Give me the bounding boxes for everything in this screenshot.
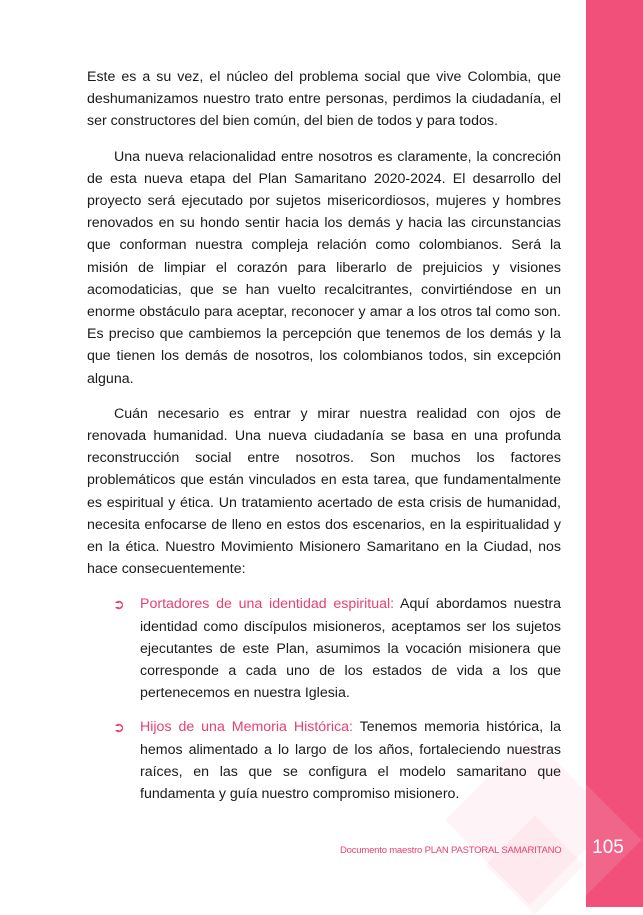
bullet-title: Portadores de una identidad espiritual: <box>140 596 401 613</box>
paragraph-2: Una nueva relacionalidad entre nosotros es claramente, la concreción de esta nueva etapa del Plan Samaritano 2020-2024. El desarrollo del proyecto será ejecutado por sujetos misericordiosos, mujeres y hombres renovados en su hondo sentir hacia los demás y hacia las circunstancias que conforman nuestra compleja relación como colombianos. Será la misión de limpiar el corazón para liberarlo de prejuicios y visiones acomodaticias, que se han vuelto recalcitrantes, convirtiéndose en un enorme obstáculo para aceptar, reconocer y amar a los otros tal como son. Es preciso que cambiemos la percepción que tenemos de los demás y la que tienen los demás de nosotros, los colombianos todos, sin excepción alguna. <box>87 148 561 387</box>
footer-document-title: Documento maestro PLAN PASTORAL SAMARITANO <box>340 845 562 856</box>
bullet-text: Tenemos memoria histórica, la hemos alimentado a lo largo de los años, fortaleciendo nuestras raíces, en las que se configura el modelo samaritano que fundamenta y guía nuestro compromiso misionero. <box>140 719 562 803</box>
arrow-circle-icon: ➲ <box>113 596 125 613</box>
arrow-circle-icon: ➲ <box>113 719 125 736</box>
side-accent-bar <box>586 0 643 907</box>
page-number: 105 <box>592 837 624 858</box>
bullet-text: Aquí abordamos nuestra identidad como discípulos misioneros, aceptamos ser los sujetos ejecutantes de este Plan, asumimos la vocación misionera que corresponde a cada uno de los estados de vida a los que pertenecemos en nuestra Iglesia. <box>140 596 561 702</box>
paragraph-1: Este es a su vez, el núcleo del problema social que vive Colombia, que deshumanizamos nuestro trato entre personas, perdimos la ciudadanía, el ser constructores del bien común, del bien de todos y para todos. <box>87 69 561 130</box>
list-item <box>87 716 561 805</box>
list-item <box>87 593 561 704</box>
bullet-list <box>87 593 561 805</box>
bullet-title: Hijos de una Memoria Histórica: <box>140 719 360 736</box>
page-body <box>87 66 561 817</box>
paragraph-3: Cuán necesario es entrar y mirar nuestra realidad con ojos de renovada humanidad. Una nueva ciudadanía se basa en una profunda reconstrucción social entre nosotros. Son muchos los factores problemáticos que están vinculados en esta tarea, que fundamentalmente es espiritual y ética. Un tratamiento acertado de esta crisis de humanidad, necesita enfocarse de lleno en estos dos escenarios, en la espiritualidad y en la ética. Nuestro Movimiento Misionero Samaritano en la Ciudad, nos hace consecuentemente: <box>87 405 561 578</box>
